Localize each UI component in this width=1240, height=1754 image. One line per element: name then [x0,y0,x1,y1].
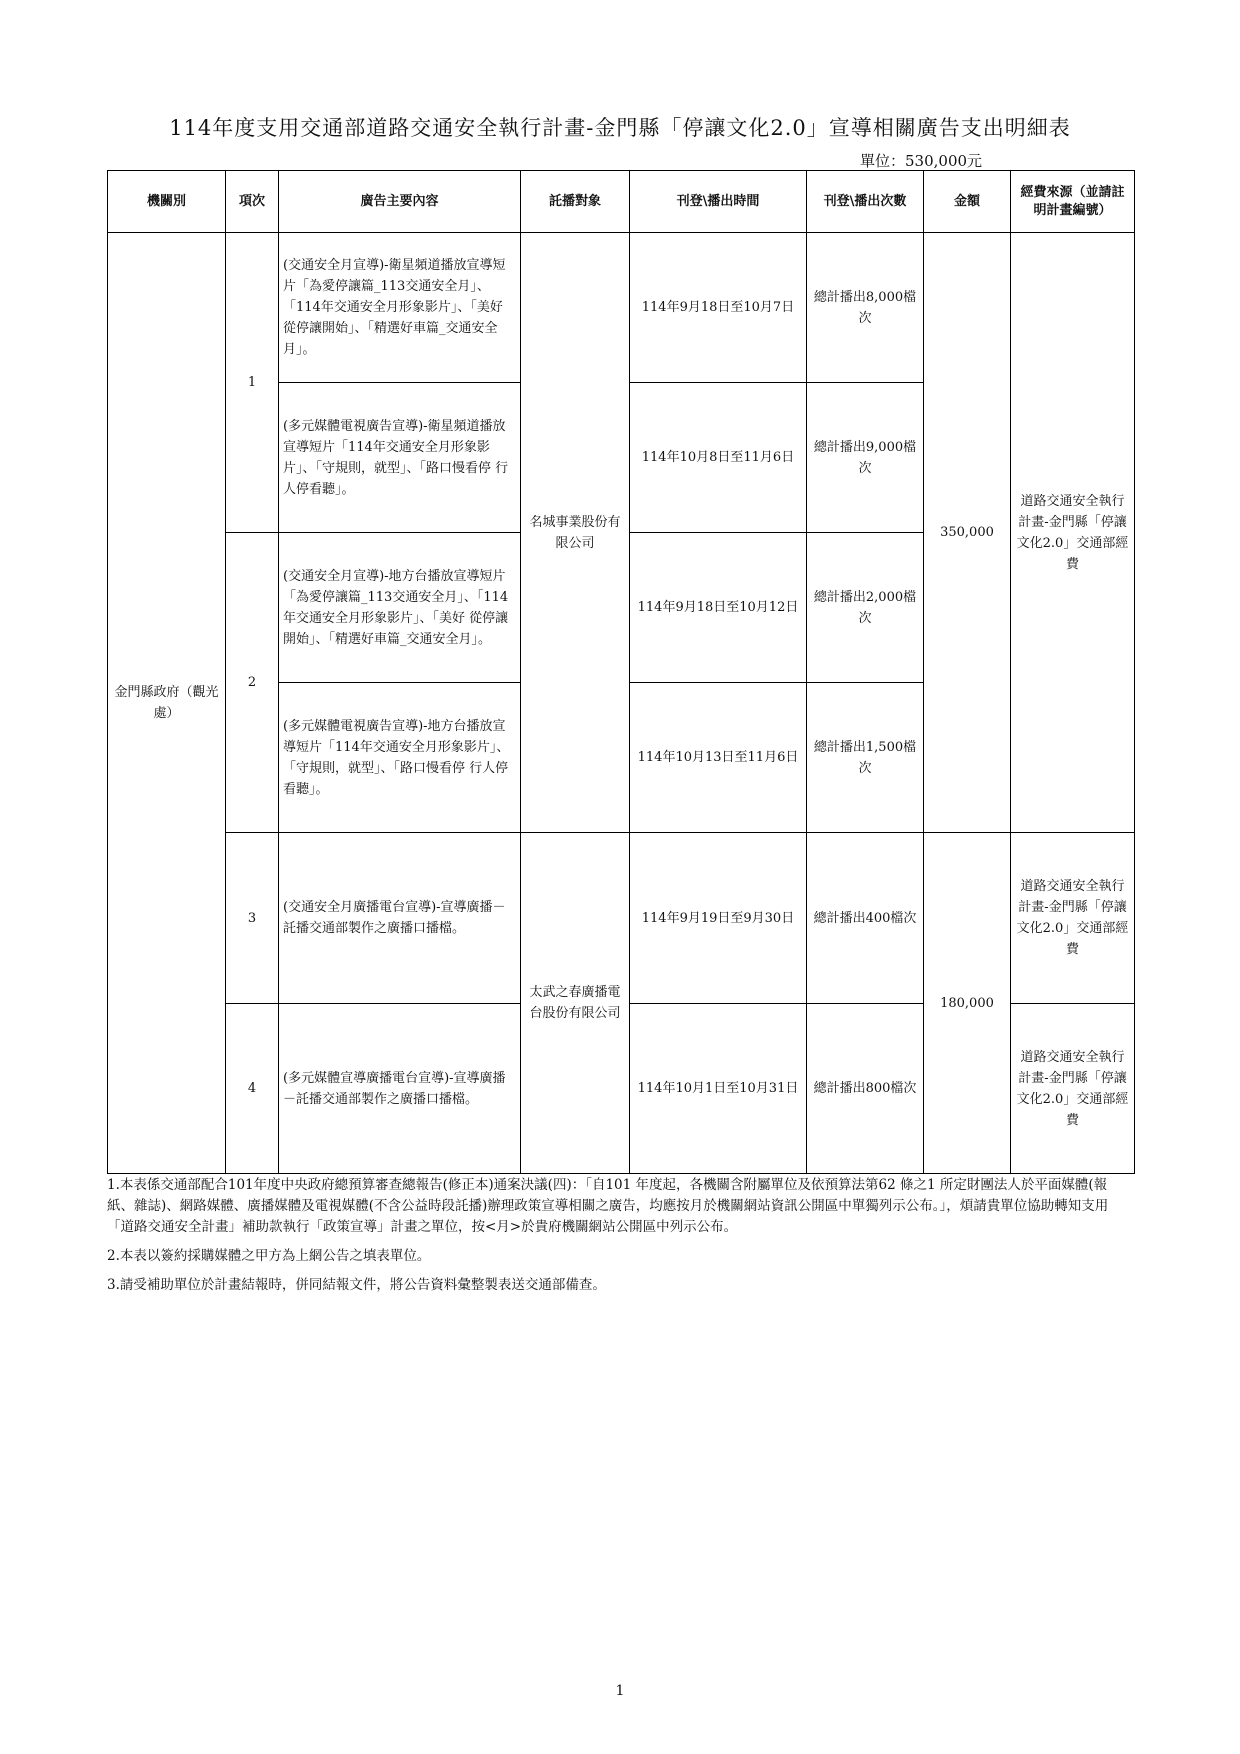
time-cell: 114年9月18日至10月7日 [630,233,807,383]
content-cell: (多元媒體電視廣告宣導)-衛星頻道播放宣導短片「114年交通安全月形象影片」、「守規則，就型」、「路口慢看停 行人停看聽」。 [279,383,521,533]
table-row [108,833,1135,1004]
note-3: 3.請受補助單位於計畫結報時，併同結報文件，將公告資料彙整製表送交通部備查。 [107,1277,606,1293]
item-no-cell: 1 [226,233,279,533]
count-cell: 總計播出1,500檔次 [807,683,924,833]
ad-expense-table [107,170,1135,1174]
time-cell: 114年9月18日至10月12日 [630,533,807,683]
header-count: 刊登\播出次數 [807,171,924,233]
funding-cell: 道路交通安全執行計畫-金門縣「停讓文化2.0」交通部經費 [1011,1004,1135,1174]
content-cell: (交通安全月廣播電台宣導)-宣導廣播－託播交通部製作之廣播口播檔。 [279,833,521,1004]
header-funding: 經費來源（並請註明計畫編號） [1011,171,1135,233]
item-no-cell: 3 [226,833,279,1004]
funding-cell: 道路交通安全執行計畫-金門縣「停讓文化2.0」交通部經費 [1011,833,1135,1004]
count-cell: 總計播出400檔次 [807,833,924,1004]
note-1: 1.本表係交通部配合101年度中央政府總預算審查總報告(修正本)通案決議(四)：「自101 年度起，各機關含附屬單位及依預算法第62 條之1 所定財團法人於平面媒體(報紙、雜誌)、網路媒體、廣播媒體及電視媒體(不含公益時段託播)辦理政策宣導相關之廣告，均應按月於機關網站資訊公開區中單獨列示公布。」，煩請貴單位協助轉知支用「道路交通安全計畫」補助款執行「政策宣導」計畫之單位，按<月>於貴府機關網站公開區中列示公布。 [107,1177,1109,1235]
funding-cell: 道路交通安全執行計畫-金門縣「停讓文化2.0」交通部經費 [1011,233,1135,833]
header-amount: 金額 [924,171,1011,233]
time-cell: 114年10月1日至10月31日 [630,1004,807,1174]
content-cell: (交通安全月宣導)-衛星頻道播放宣導短片「為愛停讓篇_113交通安全月」、「114年交通安全月形象影片」、「美好 從停讓開始」、「精選好車篇_交通安全月」。 [279,233,521,383]
page-number: 1 [615,1683,625,1699]
header-vendor: 託播對象 [521,171,630,233]
header-time: 刊登\播出時間 [630,171,807,233]
content-cell: (交通安全月宣導)-地方台播放宣導短片「為愛停讓篇_113交通安全月」、「114年交通安全月形象影片」、「美好 從停讓開始」、「精選好車篇_交通安全月」。 [279,533,521,683]
item-no-cell: 2 [226,533,279,833]
table-header-row [108,171,1135,233]
header-content: 廣告主要內容 [279,171,521,233]
amount-cell: 180,000 [924,833,1011,1174]
header-agency: 機關別 [108,171,226,233]
time-cell: 114年9月19日至9月30日 [630,833,807,1004]
time-cell: 114年10月8日至11月6日 [630,383,807,533]
agency-cell: 金門縣政府（觀光處） [108,233,226,1174]
table-row [108,233,1135,383]
count-cell: 總計播出2,000檔次 [807,533,924,683]
count-cell: 總計播出800檔次 [807,1004,924,1174]
note-2: 2.本表以簽約採購媒體之甲方為上網公告之填表單位。 [107,1248,431,1264]
notes [107,1175,1134,1304]
time-cell: 114年10月13日至11月6日 [630,683,807,833]
header-item-no: 項次 [226,171,279,233]
amount-cell: 350,000 [924,233,1011,833]
vendor-cell: 名城事業股份有限公司 [521,233,630,833]
vendor-cell: 太武之春廣播電台股份有限公司 [521,833,630,1174]
unit-label: 單位：530,000元 [860,152,983,170]
item-no-cell: 4 [226,1004,279,1174]
page-title: 114年度支用交通部道路交通安全執行計畫-金門縣「停讓文化2.0」宣導相關廣告支出明細表 [169,116,1071,140]
content-cell: (多元媒體電視廣告宣導)-地方台播放宣導短片「114年交通安全月形象影片」、「守規則，就型」、「路口慢看停 行人停看聽」。 [279,683,521,833]
content-cell: (多元媒體宣導廣播電台宣導)-宣導廣播－託播交通部製作之廣播口播檔。 [279,1004,521,1174]
count-cell: 總計播出8,000檔次 [807,233,924,383]
count-cell: 總計播出9,000檔次 [807,383,924,533]
